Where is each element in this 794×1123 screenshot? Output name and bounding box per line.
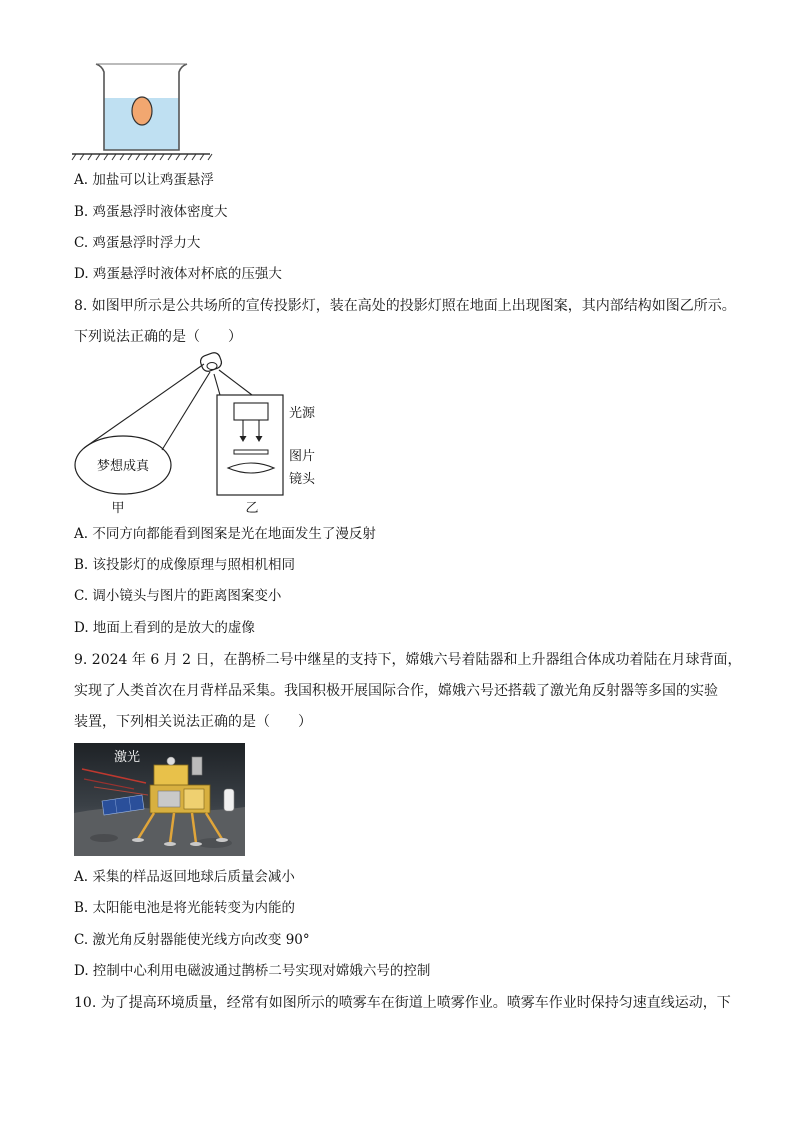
lander-photo: [74, 743, 245, 856]
lens-shape: [228, 463, 274, 473]
label-light-source: 光源: [289, 406, 316, 421]
photo-label-laser: 激光: [114, 750, 141, 765]
q8-stem-line2: 下列说法正确的是（ ）: [74, 329, 242, 345]
beaker-egg-figure: [70, 58, 215, 164]
q10-stem-line1: 10. 为了提高环境质量，经常有如图所示的喷雾车在街道上喷雾作业。喷雾车作业时保持匀速直线运动，下: [74, 995, 731, 1011]
label-picture: 图片: [289, 449, 316, 464]
q7-option-a: A. 加盐可以让鸡蛋悬浮: [74, 172, 214, 188]
q9-stem-line2: 实现了人类首次在月背样品采集。我国积极开展国际合作，嫦娥六号还搭载了激光角反射器等多国的实验: [74, 683, 718, 699]
q9-option-d: D. 控制中心利用电磁波通过鹊桥二号实现对嫦娥六号的控制: [74, 963, 431, 979]
label-yi: 乙: [245, 501, 259, 516]
projector-lamp-icon: [199, 351, 223, 373]
projector-figure: [70, 350, 340, 520]
q7-option-c: C. 鸡蛋悬浮时浮力大: [74, 235, 201, 251]
q9-option-c: C. 激光角反射器能使光线方向改变 90°: [74, 932, 310, 948]
label-jia: 甲: [111, 501, 125, 516]
q8-option-d: D. 地面上看到的是放大的虚像: [74, 620, 255, 636]
q9-option-a: A. 采集的样品返回地球后质量会减小: [74, 869, 295, 885]
q9-stem-line1: 9. 2024 年 6 月 2 日，在鹊桥二号中继星的支持下，嫦娥六号着陆器和上升器组合体成功着陆在月球背面，: [74, 652, 742, 668]
light-source-box: [234, 403, 268, 420]
picture-slide: [234, 450, 268, 454]
q7-option-b: B. 鸡蛋悬浮时液体密度大: [74, 204, 228, 220]
q8-option-c: C. 调小镜头与图片的距离图案变小: [74, 588, 282, 604]
label-lens: 镜头: [289, 472, 316, 487]
floor-pattern-text: 梦想成真: [96, 459, 150, 474]
q9-stem-line3: 装置，下列相关说法正确的是（ ）: [74, 714, 312, 730]
projector-structure-box: [217, 395, 283, 495]
q8-option-a: A. 不同方向都能看到图案是光在地面发生了漫反射: [74, 526, 376, 542]
q8-option-b: B. 该投影灯的成像原理与照相机相同: [74, 557, 296, 573]
q9-option-b: B. 太阳能电池是将光能转变为内能的: [74, 900, 296, 916]
q8-stem-line1: 8. 如图甲所示是公共场所的宣传投影灯，装在高处的投影灯照在地面上出现图案，其内部结构如图乙所示。: [74, 298, 736, 314]
q7-option-d: D. 鸡蛋悬浮时液体对杯底的压强大: [74, 266, 282, 282]
